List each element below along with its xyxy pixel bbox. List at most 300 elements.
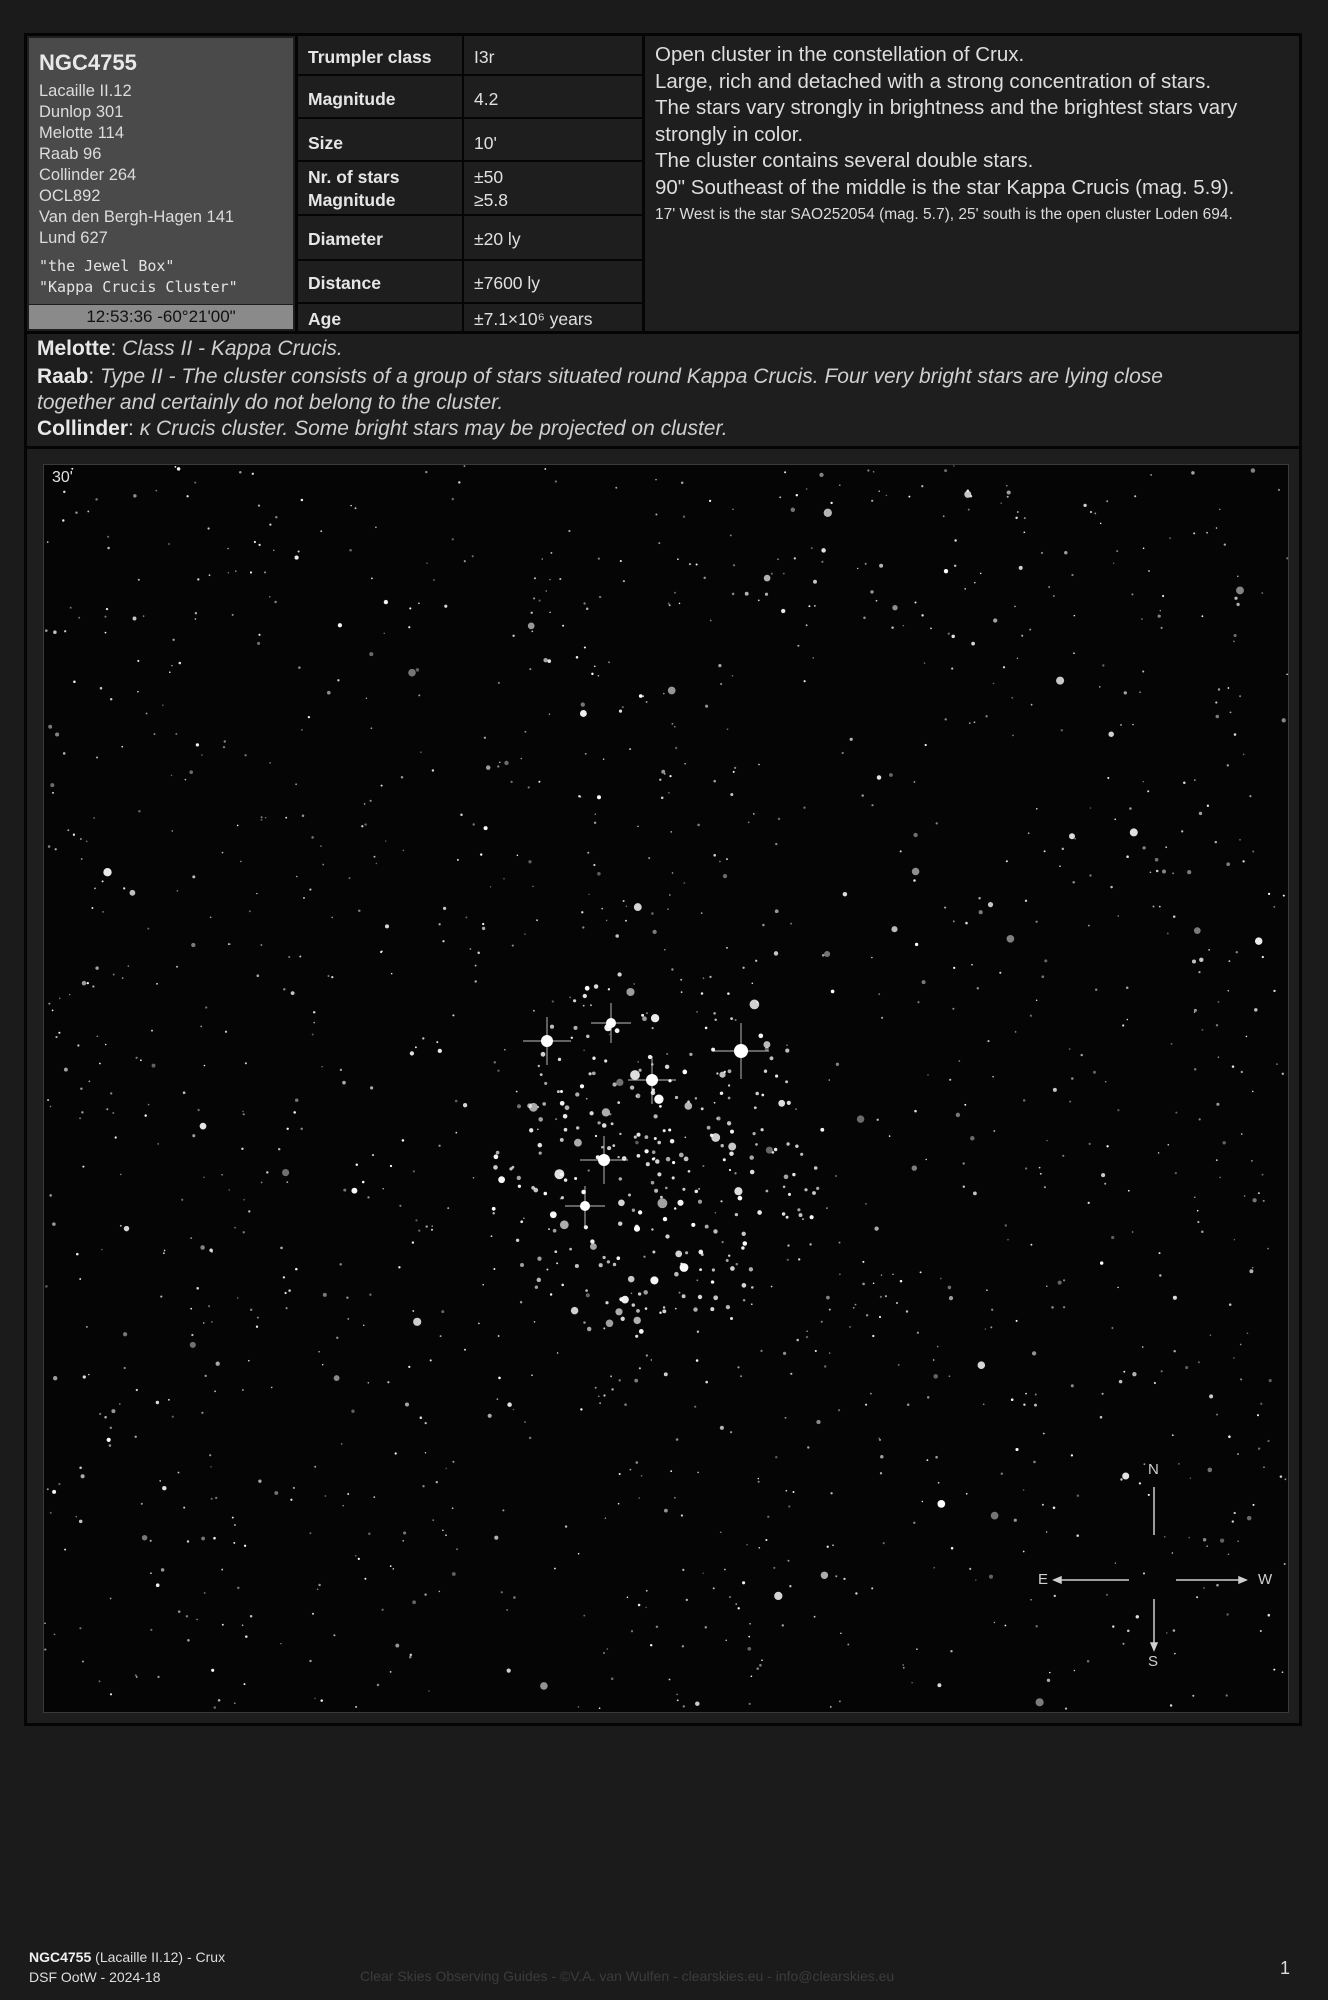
star [666, 1157, 671, 1162]
star [196, 743, 199, 746]
west-arrow [1239, 1577, 1246, 1583]
star [554, 1250, 557, 1253]
star [480, 853, 482, 855]
star [720, 1426, 724, 1430]
star [607, 1146, 611, 1150]
star [358, 1558, 360, 1560]
star [615, 1028, 620, 1033]
star [672, 1176, 675, 1179]
star [136, 1676, 138, 1678]
star [1100, 1261, 1103, 1264]
star [944, 469, 947, 472]
star [1053, 1507, 1056, 1510]
star [384, 633, 385, 634]
star [1218, 688, 1220, 690]
star [664, 949, 666, 951]
star [482, 1284, 484, 1286]
star [1032, 1351, 1036, 1355]
star [653, 1114, 657, 1118]
star [1025, 1167, 1027, 1169]
star [564, 1128, 568, 1132]
star [542, 558, 544, 560]
star [646, 1162, 650, 1166]
star [1158, 1152, 1160, 1154]
star [948, 1286, 952, 1290]
star [850, 738, 853, 741]
star [1215, 701, 1217, 703]
star [736, 1263, 739, 1266]
star [445, 1468, 447, 1470]
star [578, 1706, 580, 1708]
star [1144, 1463, 1146, 1465]
star [703, 977, 705, 979]
star [1155, 858, 1159, 862]
star [1006, 485, 1008, 487]
star [331, 917, 333, 919]
star [1023, 531, 1025, 533]
star [883, 1542, 885, 1544]
star [1105, 1081, 1107, 1083]
star [816, 1187, 819, 1190]
star [1216, 715, 1220, 719]
star [669, 894, 671, 896]
star [672, 872, 674, 874]
star [1069, 1101, 1071, 1103]
star [1215, 841, 1217, 843]
star [1106, 1594, 1108, 1596]
star [742, 1283, 747, 1288]
star [498, 1377, 501, 1380]
star [377, 1684, 380, 1687]
star [1206, 1545, 1207, 1546]
star [763, 1041, 770, 1048]
star [949, 1296, 953, 1300]
star [438, 1145, 440, 1147]
star [625, 920, 627, 922]
star [666, 1053, 668, 1055]
star [758, 1033, 763, 1038]
star [656, 1626, 658, 1628]
star [1015, 517, 1017, 519]
star [278, 1148, 280, 1150]
star [1161, 627, 1163, 629]
star [634, 1379, 638, 1383]
star [470, 948, 472, 950]
star [211, 1669, 214, 1672]
star [575, 1264, 579, 1268]
star [63, 752, 66, 755]
star [611, 1388, 613, 1390]
star [341, 1443, 343, 1445]
star [1252, 1267, 1254, 1269]
star [720, 1092, 723, 1095]
star [574, 1177, 577, 1180]
star [542, 1102, 546, 1106]
star [163, 1252, 165, 1254]
star [162, 1486, 166, 1490]
star [478, 1323, 480, 1325]
star [951, 635, 954, 638]
star [734, 767, 736, 769]
star [806, 624, 808, 626]
description-line: strongly in color. [655, 122, 804, 146]
star [528, 623, 535, 630]
star [727, 992, 730, 995]
star [192, 875, 195, 878]
star [743, 1241, 748, 1246]
star [966, 1493, 968, 1495]
star [463, 1103, 467, 1107]
star [105, 1044, 107, 1046]
star [412, 1600, 416, 1604]
star [537, 1257, 541, 1261]
property-row [298, 76, 642, 119]
page-number: 1 [1280, 1958, 1291, 1978]
star [447, 1207, 449, 1209]
star [652, 1251, 655, 1254]
star [634, 1317, 641, 1324]
star [617, 1101, 620, 1104]
star [669, 1679, 671, 1681]
star [1273, 990, 1275, 992]
alias: Van den Bergh-Hagen 141 [39, 208, 235, 226]
star [726, 1305, 730, 1309]
star [651, 912, 654, 915]
star [121, 746, 123, 748]
star [637, 1061, 639, 1063]
description-line: The cluster contains several double stars. [655, 149, 1034, 172]
property-value: 10' [474, 133, 497, 153]
star [796, 494, 798, 496]
star [533, 1010, 535, 1012]
star [550, 1293, 552, 1295]
star [402, 1540, 404, 1542]
star [630, 1085, 634, 1089]
star [838, 1409, 840, 1411]
star [969, 1568, 971, 1570]
star [698, 1250, 703, 1255]
star [638, 1497, 640, 1499]
star [794, 557, 796, 559]
star [698, 1200, 702, 1204]
alias: OCL892 [39, 187, 101, 205]
alias: Lund 627 [39, 229, 108, 247]
star [788, 1505, 790, 1507]
star [81, 858, 83, 860]
star [45, 629, 48, 632]
alias: Collinder 264 [39, 166, 137, 184]
star [938, 1482, 940, 1484]
star [682, 1569, 684, 1571]
star [953, 465, 955, 467]
star [1003, 666, 1005, 668]
star [674, 1497, 676, 1499]
star [1216, 1103, 1219, 1106]
star [832, 1544, 834, 1546]
star [531, 1374, 533, 1376]
star [413, 1318, 421, 1326]
star [123, 1332, 127, 1336]
star [517, 1104, 521, 1108]
star [675, 1096, 678, 1099]
star [757, 1210, 762, 1215]
star [460, 813, 463, 816]
star [583, 1005, 585, 1007]
star [1159, 906, 1161, 908]
star [401, 776, 404, 779]
star [79, 1467, 82, 1470]
star [334, 1375, 340, 1381]
star [371, 578, 373, 580]
star [560, 1220, 569, 1229]
star [512, 945, 514, 947]
nickname: "Kappa Crucis Cluster" [39, 278, 238, 296]
star [110, 1598, 112, 1600]
star [951, 1547, 954, 1550]
star [988, 902, 993, 907]
star [589, 1111, 593, 1115]
star [638, 1210, 642, 1214]
star [877, 775, 881, 779]
star [679, 1153, 684, 1158]
star [464, 1349, 466, 1351]
star [1178, 1463, 1180, 1465]
star [402, 1139, 405, 1142]
star [177, 890, 179, 892]
info-band [27, 36, 1299, 334]
star [95, 498, 98, 501]
star [790, 1373, 792, 1375]
star [1056, 677, 1064, 685]
star [539, 600, 541, 602]
star [575, 1092, 579, 1096]
star [663, 1129, 666, 1132]
star [201, 754, 203, 756]
star [641, 1014, 644, 1017]
star [892, 605, 897, 610]
star [786, 1044, 788, 1046]
star [177, 467, 181, 471]
star [513, 1409, 515, 1411]
star [1203, 1587, 1205, 1589]
star [643, 1290, 648, 1295]
star [527, 1103, 532, 1108]
star [761, 1128, 764, 1131]
star [735, 1019, 737, 1021]
star [1172, 1434, 1174, 1436]
star [965, 922, 968, 925]
star [201, 1412, 203, 1414]
star [1048, 586, 1050, 588]
star [1061, 729, 1063, 731]
star [599, 1707, 601, 1709]
star [646, 1354, 648, 1356]
star [228, 943, 230, 945]
star [1234, 733, 1237, 736]
star [239, 471, 242, 474]
star [623, 900, 625, 902]
star [286, 1307, 288, 1309]
star [210, 916, 212, 918]
star [788, 1560, 790, 1562]
star [784, 1174, 789, 1179]
star [824, 509, 832, 517]
star [179, 662, 182, 665]
star [1247, 1516, 1252, 1521]
star [696, 1279, 698, 1281]
star [1072, 881, 1074, 883]
star [1198, 971, 1200, 973]
star [327, 691, 331, 695]
star [1102, 1393, 1104, 1395]
star [531, 612, 533, 614]
property-label: Distance [308, 273, 381, 293]
star [758, 1478, 760, 1480]
star [787, 1101, 791, 1105]
star [599, 596, 601, 598]
star [146, 713, 148, 715]
star [465, 916, 467, 918]
star [492, 1207, 496, 1211]
star [1219, 509, 1220, 510]
star [178, 1610, 181, 1613]
star [606, 920, 608, 922]
star [534, 1321, 536, 1323]
star [742, 967, 744, 969]
star [540, 1073, 543, 1076]
star [191, 943, 195, 947]
identification-box [29, 38, 293, 304]
star [1161, 1370, 1163, 1372]
star [134, 1436, 136, 1438]
star [726, 858, 728, 860]
star [695, 1190, 699, 1194]
star [339, 1263, 341, 1265]
star [985, 715, 987, 717]
star [1228, 1435, 1231, 1438]
star [964, 491, 971, 498]
star [1229, 1303, 1232, 1306]
star [963, 1162, 965, 1164]
star [209, 1454, 211, 1456]
star [696, 563, 698, 565]
star [1044, 850, 1046, 852]
star [723, 874, 727, 878]
star [626, 988, 634, 996]
star [1036, 1000, 1038, 1002]
star [538, 1117, 543, 1122]
star [318, 1351, 320, 1353]
star [1237, 1453, 1239, 1455]
star [665, 1065, 669, 1069]
star [363, 1325, 364, 1326]
star [795, 1108, 797, 1110]
star [137, 691, 139, 693]
star [1034, 1404, 1037, 1407]
star [340, 1069, 342, 1071]
star [204, 1592, 206, 1594]
star [361, 825, 363, 827]
star [629, 748, 631, 750]
star [544, 468, 546, 470]
star [775, 1456, 777, 1458]
star [1236, 586, 1244, 594]
star [937, 1683, 941, 1687]
star [668, 687, 676, 695]
star [1234, 1512, 1236, 1514]
star [728, 1254, 730, 1256]
star [1143, 1572, 1145, 1574]
star [1218, 1001, 1220, 1003]
star [438, 923, 440, 925]
star [631, 1630, 633, 1632]
star [1236, 603, 1239, 606]
star [313, 1022, 315, 1024]
star [205, 1006, 207, 1008]
star [874, 1226, 878, 1230]
star [1023, 1404, 1025, 1406]
star [925, 744, 927, 746]
star [390, 1165, 392, 1167]
star [398, 1266, 400, 1268]
star [641, 1475, 643, 1477]
star [822, 954, 825, 957]
star [80, 838, 82, 840]
star [1005, 1224, 1007, 1226]
star [557, 1090, 560, 1093]
star [1014, 1519, 1017, 1522]
star [682, 1188, 685, 1191]
star [582, 926, 584, 928]
star [756, 1667, 759, 1670]
star [812, 657, 814, 659]
star [782, 1212, 785, 1215]
star [444, 605, 447, 608]
star [758, 600, 760, 602]
star [418, 1230, 420, 1232]
star [927, 1396, 929, 1398]
star [101, 1249, 103, 1251]
star [1187, 870, 1191, 874]
star [797, 645, 799, 647]
star [333, 1634, 335, 1636]
star [47, 541, 49, 543]
star [680, 1263, 683, 1266]
star [1017, 511, 1019, 513]
star [714, 1102, 716, 1104]
star [366, 698, 367, 699]
star [151, 1030, 153, 1032]
star [948, 633, 950, 635]
star [878, 490, 880, 492]
star [282, 1169, 289, 1176]
star [1207, 805, 1209, 807]
star [331, 976, 333, 978]
star [299, 956, 301, 958]
star [599, 1263, 603, 1267]
star [52, 1490, 56, 1494]
star [122, 977, 124, 979]
star [592, 1057, 595, 1060]
star [778, 1100, 785, 1107]
star [698, 1188, 700, 1190]
star [222, 852, 224, 854]
star [721, 1144, 724, 1147]
star [1108, 731, 1114, 737]
star [1173, 1350, 1175, 1352]
property-row [298, 216, 642, 261]
star [387, 1381, 389, 1383]
